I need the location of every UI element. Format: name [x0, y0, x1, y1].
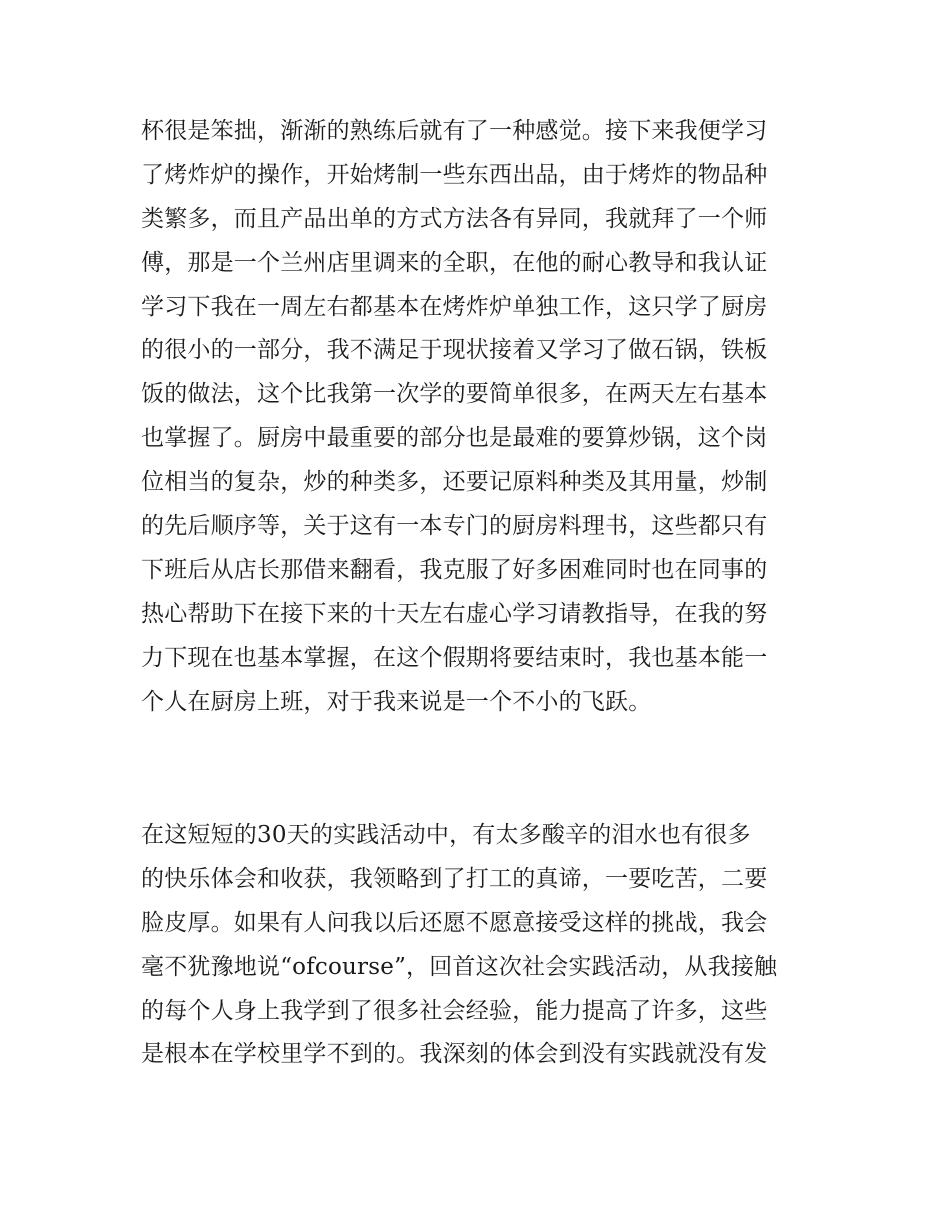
text-line: 位相当的复杂，炒的种类多，还要记原料种类及其用量，炒制 [141, 469, 768, 496]
text-line: 学习下我在一周左右都基本在烤炸炉单独工作，这只学了厨房 [141, 293, 768, 320]
text-line: 脸皮厚。如果有人问我以后还愿不愿意接受这样的挑战，我会 [141, 909, 768, 936]
text-line: 毫不犹豫地说“ofcourse”，回首这次社会实践活动，从我接触 [141, 953, 778, 980]
text-line: 在这短短的30天的实践活动中，有太多酸辛的泪水也有很多 [141, 822, 751, 848]
text-line: 的很小的一部分，我不满足于现状接着又学习了做石锅，铁板 [141, 337, 768, 364]
text-line: 的每个人身上我学到了很多社会经验，能力提高了许多，这些 [141, 997, 768, 1024]
text-line: 杯很是笨拙，渐渐的熟练后就有了一种感觉。接下来我便学习 [141, 118, 768, 144]
text-line: 也掌握了。厨房中最重要的部分也是最难的要算炒锅，这个岗 [141, 425, 768, 452]
text-line: 热心帮助下在接下来的十天左右虚心学习请教指导，在我的努 [141, 600, 768, 627]
text-line: 类繁多，而且产品出单的方式方法各有异同，我就拜了一个师 [141, 205, 768, 232]
text-line: 傅，那是一个兰州店里调来的全职，在他的耐心教导和我认证 [141, 249, 768, 276]
text-line: 的先后顺序等，关于这有一本专门的厨房料理书，这些都只有 [141, 513, 768, 540]
text-line: 了烤炸炉的操作，开始烤制一些东西出品，由于烤炸的物品种 [141, 161, 768, 188]
paragraph-1 [141, 110, 821, 724]
paragraph-2 [141, 814, 821, 1077]
text-line: 的快乐体会和收获，我领略到了打工的真谛，一要吃苦，二要 [141, 865, 768, 892]
text-line: 下班后从店长那借来翻看，我克服了好多困难同时也在同事的 [141, 556, 768, 583]
text-line: 个人在厨房上班，对于我来说是一个不小的飞跃。 [141, 688, 652, 715]
text-line: 饭的做法，这个比我第一次学的要简单很多，在两天左右基本 [141, 381, 768, 408]
text-line: 是根本在学校里学不到的。我深刻的体会到没有实践就没有发 [141, 1041, 768, 1068]
text-line: 力下现在也基本掌握，在这个假期将要结束时，我也基本能一 [141, 644, 768, 671]
